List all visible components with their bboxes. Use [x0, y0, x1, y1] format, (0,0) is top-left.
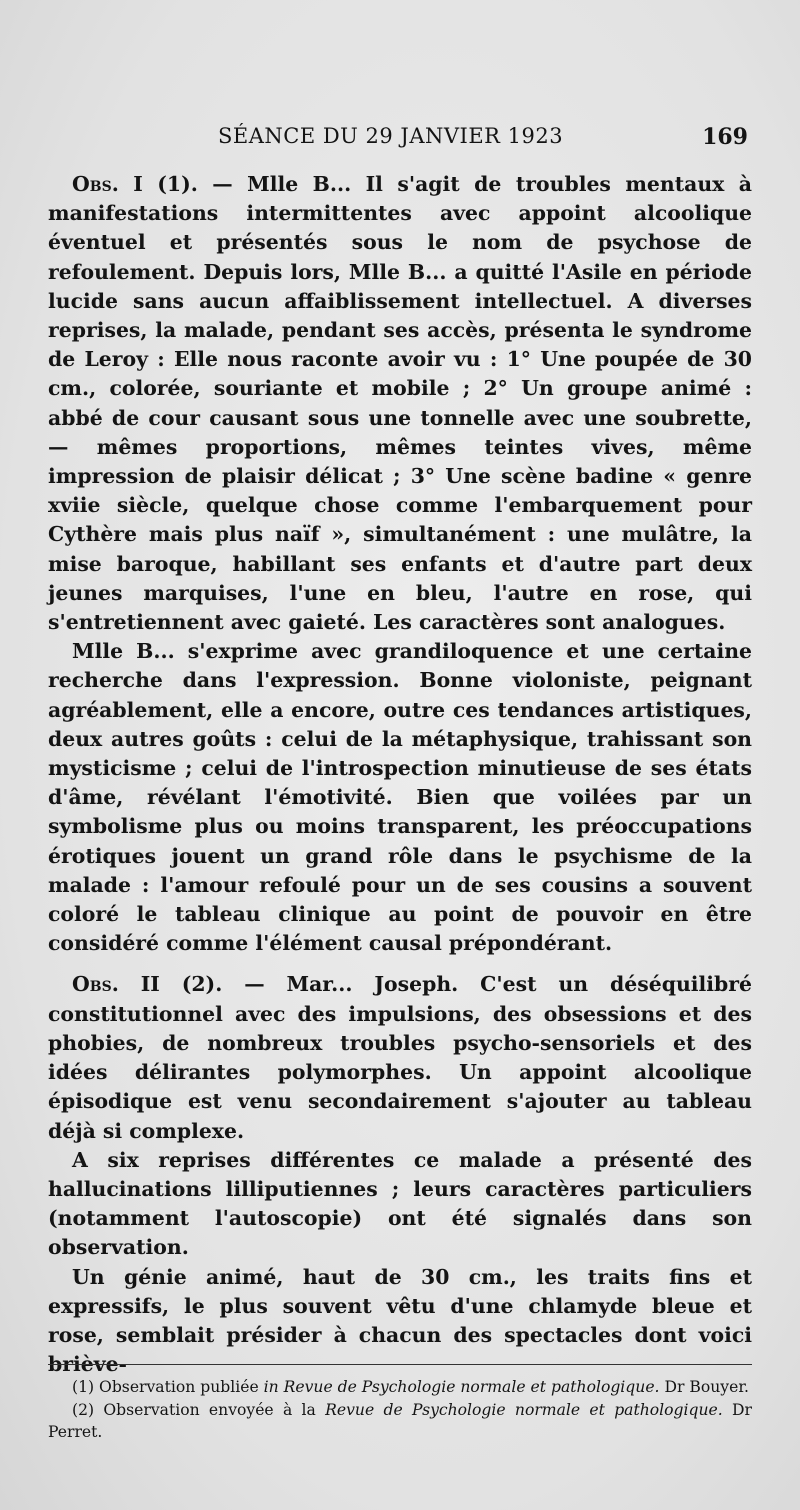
footnote-2 [48, 1399, 752, 1444]
page-number: 169 [702, 124, 748, 150]
observation-2-label: Obs. II (2). [72, 972, 223, 997]
footnote-divider [48, 1364, 752, 1365]
observation-1-text: — Mlle B... Il s'agit de troubles mentaux à manifestations intermittentes avec appoint alcoolique éventuel et présentés sous le nom de psychose de refoulement. Depuis lors, Mlle B... a quitté l'Asile en période lucide sans aucun affaiblissement intellectuel. A diverses reprises, la malade, pendant ses accès, présenta le syndrome de Leroy : Elle nous raconte avoir vu : 1° Une poupée de 30 cm., colorée, souriante et mobile ; 2° Un groupe animé : abbé de cour causant sous une tonnelle avec une soubrette, — mêmes proportions, mêmes teintes vives, même impression de plaisir délicat ; 3° Une scène badine « genre xviie siècle, quelque chose comme l'embarquement pour Cythère mais plus naïf », simultanément : une mulâtre, la mise baroque, habillant ses enfants et d'autre part deux jeunes marquises, l'une en bleu, l'autre en rose, qui s'entretiennent avec gaieté. Les caractères sont analogues. [48, 172, 753, 635]
observation-1-paragraph-2: Mlle B... s'exprime avec grandiloquence et une certaine recherche dans l'expression. Bonne violoniste, peignant agréablement, elle a encore, outre ces tendances artistiques, deux autres goûts : celui de la métaphysique, trahissant son mysticisme ; celui de l'introspection minutieuse de ses états d'âme, révélant l'émotivité. Bien que voilées par un symbolisme plus ou moins transparent, les préoccupations érotiques jouent un grand rôle dans le psychisme de la malade : l'amour refoulé pour un de ses cousins a souvent coloré le tableau clinique au point de pouvoir en être considéré comme l'élément causal prépondérant. [48, 639, 752, 956]
footnote-1 [48, 1376, 752, 1399]
footnote-2-author: Dr Perret. [48, 1400, 752, 1441]
footnote-1-italic: in Revue de Psychologie normale et pathologique. [263, 1378, 660, 1396]
observation-2-paragraph-3: Un génie animé, haut de 30 cm., les traits fins et expressifs, le plus souvent vêtu d'une chlamyde bleue et rose, semblait présider à chacun des spectacles dont voici briève- [48, 1264, 752, 1377]
observation-2-paragraph [48, 970, 752, 1145]
observation-2-paragraph-2: A six reprises différentes ce malade a présenté des hallucinations lilliputiennes ; leurs caractères particuliers (notamment l'autoscopie) ont été signalés dans son observation. [48, 1147, 752, 1260]
observation-1-paragraph [48, 170, 752, 637]
observation-1-label: Obs. I (1). [72, 172, 198, 196]
footnote-2-italic: Revue de Psychologie normale et pathologique. [325, 1400, 723, 1419]
body-text [48, 170, 752, 1379]
page-header [48, 122, 748, 154]
running-title: SÉANCE DU 29 JANVIER 1923 [218, 124, 564, 148]
footnote-1-prefix: (1) Observation publiée [72, 1378, 264, 1396]
footnotes [48, 1376, 752, 1444]
footnote-2-prefix: (2) Observation envoyée à la [72, 1400, 326, 1419]
observation-2-text: — Mar... Joseph. C'est un déséquilibré constitutionnel avec des impulsions, des obsessions et des phobies, de nombreux troubles psycho-sensoriels et des idées délirantes polymorphes. Un appoint alcoolique épisodique est venu secondairement s'ajouter au tableau déjà si complexe. [48, 972, 752, 1143]
footnote-1-author: Dr Bouyer. [659, 1378, 750, 1396]
